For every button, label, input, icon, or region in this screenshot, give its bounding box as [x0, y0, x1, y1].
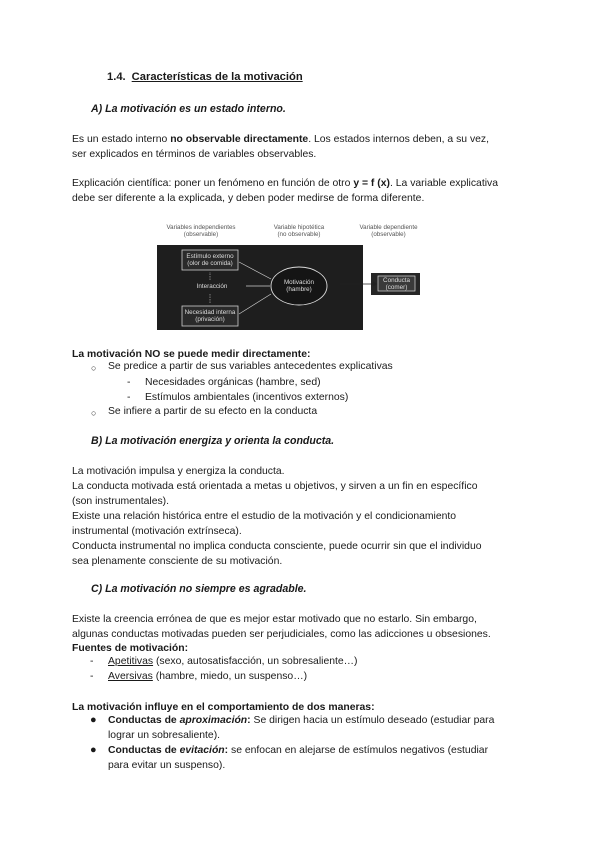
diagram-col3-header: Variable dependiente (observable) — [359, 224, 418, 238]
source-appetitive: Apetitivas (sexo, autosatisfacción, un sobresaliente…) — [108, 656, 358, 667]
para-c-line: algunas conductas motivadas pueden ser perjudiciales, como las adicciones u obsesiones. — [72, 629, 491, 640]
para-b-line: La motivación impulsa y energiza la conducta. — [72, 466, 285, 477]
diagram-col2-header: Variable hipotética (no observable) — [273, 224, 325, 238]
circle-bullet: ○ — [91, 363, 97, 373]
box2-text: Necesidad interna (privación) — [184, 309, 236, 323]
sources-heading: Fuentes de motivación: — [72, 643, 189, 654]
box1-text: Estímulo externo (olor de comida) — [186, 253, 234, 267]
interaction-label: Interacción — [196, 283, 228, 290]
arrow-external-to-motivation — [239, 262, 271, 279]
measure-sub2: Estímulos ambientales (incentivos externos) — [145, 392, 349, 403]
arrow-internal-to-motivation — [239, 294, 271, 314]
para-a1-line1: Es un estado interno no observable directamente. Los estados internos deben, a su vez, — [72, 134, 490, 145]
ways-heading: La motivación influye en el comportamiento de dos maneras: — [72, 702, 375, 713]
measure-heading: La motivación NO se puede medir directamente: — [72, 349, 311, 360]
motivation-diagram — [157, 224, 420, 334]
section-title — [107, 71, 303, 83]
output-text: Conducta (comer) — [383, 277, 410, 291]
para-b-line: Conducta instrumental no implica conducta consciente, puede ocurrir sin que el individuo — [72, 541, 482, 552]
center-text: Motivación (hambre) — [283, 279, 315, 293]
way-approach-line2: lograr un sobresaliente). — [108, 730, 221, 741]
section-number: 1.4. — [107, 71, 126, 83]
dash-bullet: - — [90, 671, 94, 682]
source-aversive: Aversivas (hambre, miedo, un suspenso…) — [108, 671, 308, 682]
para-b-line: La conducta motivada está orientada a metas u objetivos, y sirven a un fin en específico — [72, 481, 478, 492]
way-approach-line1: Conductas de aproximación: Se dirigen hacia un estímulo deseado (estudiar para — [108, 715, 495, 726]
diagram-col1-header: Variables independientes (observable) — [166, 224, 236, 238]
heading-a: A) La motivación es un estado interno. — [91, 103, 286, 115]
para-b-line: (son instrumentales). — [72, 496, 170, 507]
para-b-line: sea plenamente consciente de su motivación. — [72, 556, 283, 567]
measure-item1: Se predice a partir de sus variables antecedentes explicativas — [108, 361, 393, 372]
para-a1-line2: ser explicados en términos de variables observables. — [72, 149, 317, 160]
dash-bullet: - — [127, 377, 131, 388]
dash-bullet: - — [90, 656, 94, 667]
heading-c: C) La motivación no siempre es agradable. — [91, 583, 307, 595]
para-c-line: Existe la creencia errónea de que es mejor estar motivado que no estarlo. Sin embargo, — [72, 614, 477, 625]
para-b-line: Existe una relación histórica entre el estudio de la motivación y el condicionamiento — [72, 511, 457, 522]
measure-sub1: Necesidades orgánicas (hambre, sed) — [145, 377, 321, 388]
way-avoidance-line2: para evitar un suspenso). — [108, 760, 226, 771]
way-avoidance-line1: Conductas de evitación: se enfocan en alejarse de estímulos negativos (estudiar — [108, 745, 489, 756]
para-a2-line1: Explicación científica: poner un fenómeno en función de otro y = f (x). La variable explicativa — [72, 178, 498, 189]
dot-bullet: ● — [90, 714, 97, 726]
section-title-text: Características de la motivación — [131, 71, 303, 83]
para-b-line: instrumental (motivación extrínseca). — [72, 526, 242, 537]
dot-bullet: ● — [90, 744, 97, 756]
measure-item2: Se infiere a partir de su efecto en la conducta — [108, 406, 318, 417]
para-a2-line2: debe ser diferente a la explicada, y deben poder medirse de forma diferente. — [72, 193, 425, 204]
circle-bullet: ○ — [91, 408, 97, 418]
heading-b: B) La motivación energiza y orienta la conducta. — [91, 435, 335, 447]
dash-bullet: - — [127, 392, 131, 403]
